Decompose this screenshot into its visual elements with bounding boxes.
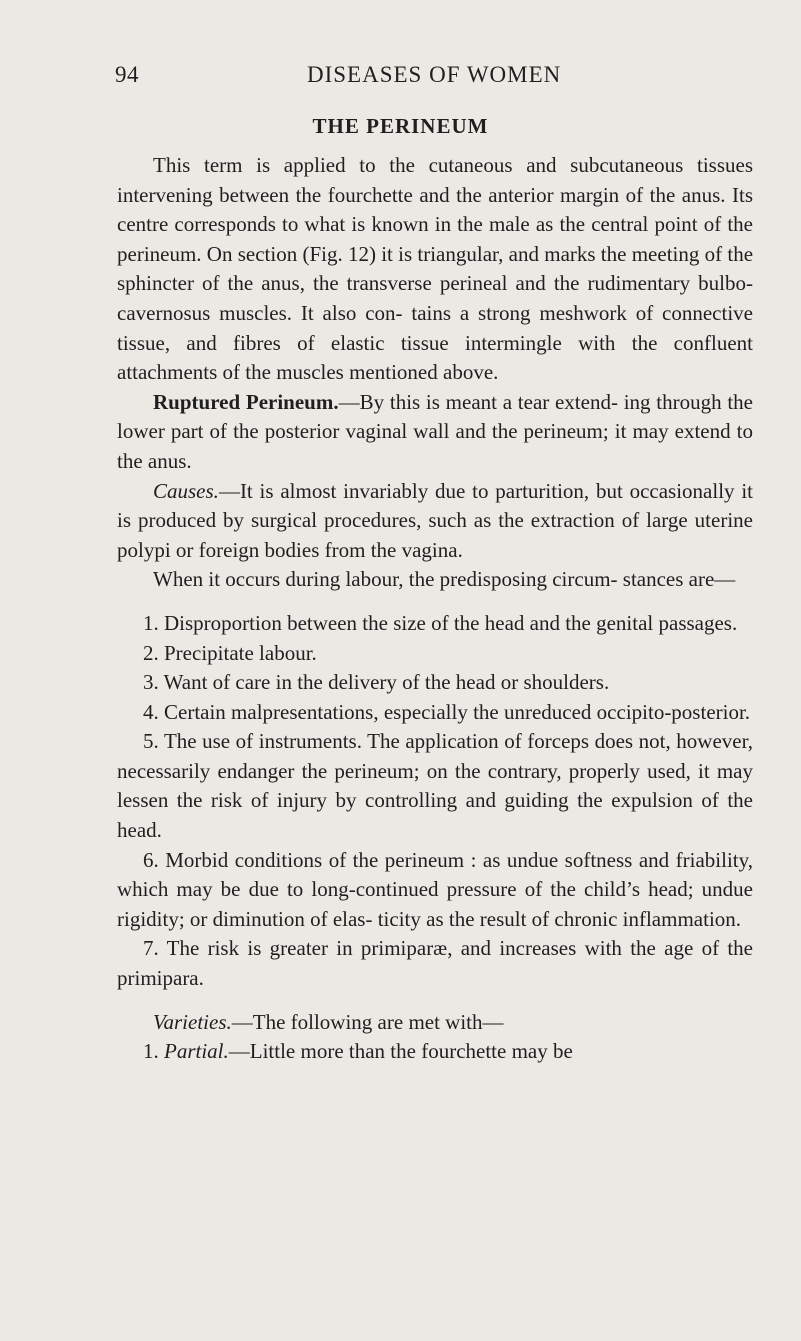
ruptured-perineum-heading: Ruptured Perineum. — [153, 389, 339, 414]
causes-paragraph — [117, 477, 753, 566]
list-item-number: 1. — [143, 610, 159, 635]
body-text — [117, 151, 753, 1067]
causes-list — [117, 609, 753, 994]
ruptured-perineum-text: —By this is meant a tear extend- ing through the lower part of the posterior vaginal wall and the perineum; it may extend to the anus. — [117, 389, 753, 473]
list-item-number: 5. — [143, 729, 159, 754]
varieties-heading: Varieties. — [153, 1009, 232, 1034]
spacer — [117, 595, 753, 609]
running-title: DISEASES OF WOMEN — [307, 62, 562, 87]
list-item — [117, 639, 753, 669]
page-number: 94 — [115, 62, 139, 87]
list-item-text: The risk is greater in primiparæ, and increases with the age of the primipara. — [117, 936, 754, 991]
list-item-number: 4. — [143, 699, 159, 724]
intro-paragraph: This term is applied to the cutaneous and subcutaneous tissues intervening between the fourchette and the anterior margin of the anus. Its centre corresponds to what is known in the male as the central point of the perineum. On section (Fig. 12) it is triangular, and marks the meeting of the sphincter of the anus, the transverse perineal and the rudimentary bulbo-cavernosus muscles. It also con- tains a strong meshwork of connective tissue, and fibres of elastic tissue intermingle with the confluent attachments of the muscles mentioned above. — [117, 153, 754, 385]
ruptured-perineum-paragraph — [117, 388, 753, 477]
varieties-text: —The following are met with— — [231, 1009, 504, 1034]
list-item — [117, 934, 753, 993]
spacer — [117, 994, 753, 1008]
list-item — [117, 668, 753, 698]
list-item — [117, 727, 753, 845]
list-item-text: Precipitate labour. — [164, 640, 317, 665]
running-header — [115, 62, 755, 90]
section-title: THE PERINEUM — [312, 114, 489, 138]
causes-heading: Causes. — [153, 478, 219, 503]
list-item-text: Certain malpresentations, especially the unreduced occipito-posterior. — [164, 699, 751, 724]
labour-paragraph: When it occurs during labour, the predisposing circum- stances are— — [153, 567, 736, 592]
list-item-text: The use of instruments. The application of forceps does not, however, necessarily endanger the perineum; on the contrary, properly used, it may lessen the risk of injury by controlling and guiding the expulsion of the head. — [117, 729, 754, 843]
list-item — [117, 846, 753, 935]
list-item-text: Want of care in the delivery of the head or shoulders. — [163, 670, 610, 695]
list-item-number: 3. — [143, 670, 159, 695]
list-item-number: 7. — [143, 936, 159, 961]
list-item-number: 2. — [143, 640, 159, 665]
list-item-text: Disproportion between the size of the head and the genital passages. — [164, 610, 738, 635]
list-item — [117, 609, 753, 639]
list-item-number: 6. — [143, 847, 159, 872]
partial-heading: Partial. — [164, 1039, 229, 1064]
partial-text: —Little more than the fourchette may be — [228, 1039, 573, 1064]
list-item — [117, 698, 753, 728]
causes-text: —It is almost invariably due to parturition, but occasionally it is produced by surgical procedures, such as the extraction of large uterine polypi or foreign bodies from the vagina. — [117, 478, 753, 562]
list-item-text: Morbid conditions of the perineum : as undue softness and friability, which may be due to long-continued pressure of the child’s head; undue rigidity; or diminution of elas- ticity as the result of chronic inflammation. — [117, 847, 753, 931]
varieties-item-partial — [117, 1037, 753, 1067]
varieties-paragraph — [117, 1008, 753, 1038]
list-item-number: 1. — [143, 1039, 159, 1064]
